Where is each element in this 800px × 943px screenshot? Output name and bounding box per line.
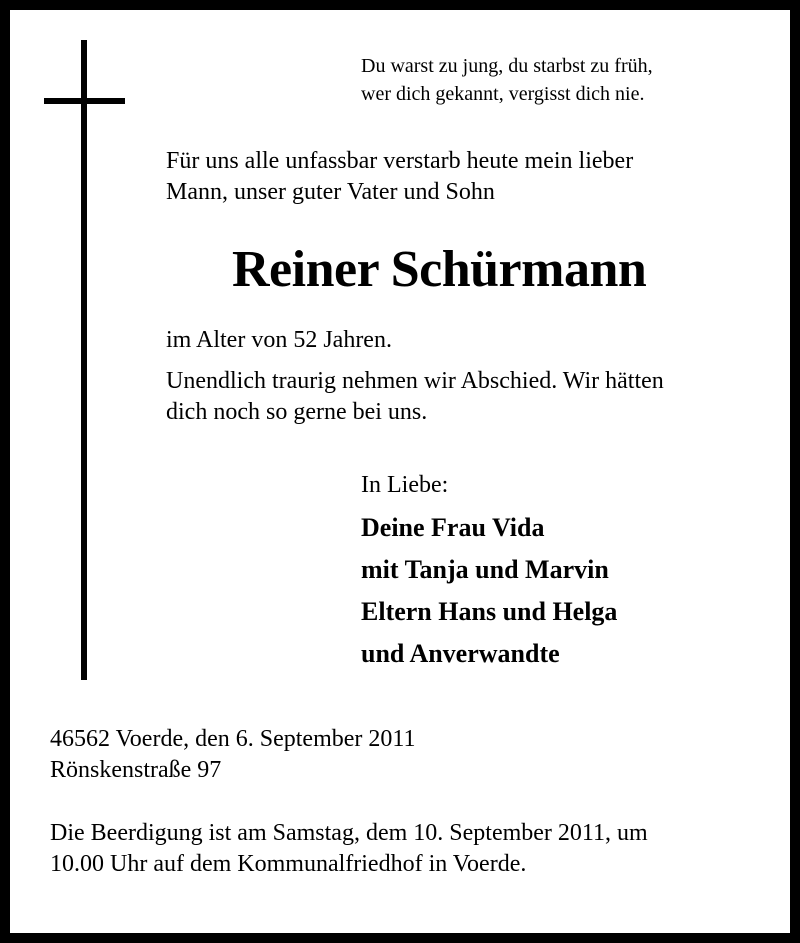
signer: und Anverwandte bbox=[361, 639, 560, 668]
funeral-line: 10.00 Uhr auf dem Kommunalfriedhof in Voerde. bbox=[50, 851, 527, 877]
funeral-line: Die Beerdigung ist am Samstag, dem 10. September 2011, um bbox=[50, 820, 648, 846]
cross-vertical-beam bbox=[81, 40, 87, 680]
poem-line: wer dich gekannt, vergisst dich nie. bbox=[361, 83, 645, 105]
farewell-line: dich noch so gerne bei uns. bbox=[166, 399, 428, 425]
signer: Deine Frau Vida bbox=[361, 513, 545, 542]
funeral-info bbox=[50, 818, 648, 880]
signer: mit Tanja und Marvin bbox=[361, 555, 609, 584]
deceased-name: Reiner Schürmann bbox=[232, 241, 647, 298]
address-block bbox=[50, 724, 416, 786]
signers-list bbox=[361, 507, 617, 675]
address-line: 46562 Voerde, den 6. September 2011 bbox=[50, 726, 416, 752]
intro-line: Für uns alle unfassbar verstarb heute mein lieber bbox=[166, 148, 634, 174]
farewell-line: Unendlich traurig nehmen wir Abschied. Wir hätten bbox=[166, 368, 664, 394]
age-text: im Alter von 52 Jahren. bbox=[166, 327, 392, 353]
love-intro: In Liebe: bbox=[361, 472, 449, 498]
cross-horizontal-beam bbox=[44, 98, 125, 104]
poem-line: Du warst zu jung, du starbst zu früh, bbox=[361, 55, 653, 77]
farewell-text bbox=[166, 366, 664, 428]
intro-line: Mann, unser guter Vater und Sohn bbox=[166, 179, 495, 205]
poem bbox=[361, 52, 653, 108]
address-line: Rönskenstraße 97 bbox=[50, 757, 222, 783]
intro-text bbox=[166, 146, 633, 208]
signer: Eltern Hans und Helga bbox=[361, 597, 618, 626]
